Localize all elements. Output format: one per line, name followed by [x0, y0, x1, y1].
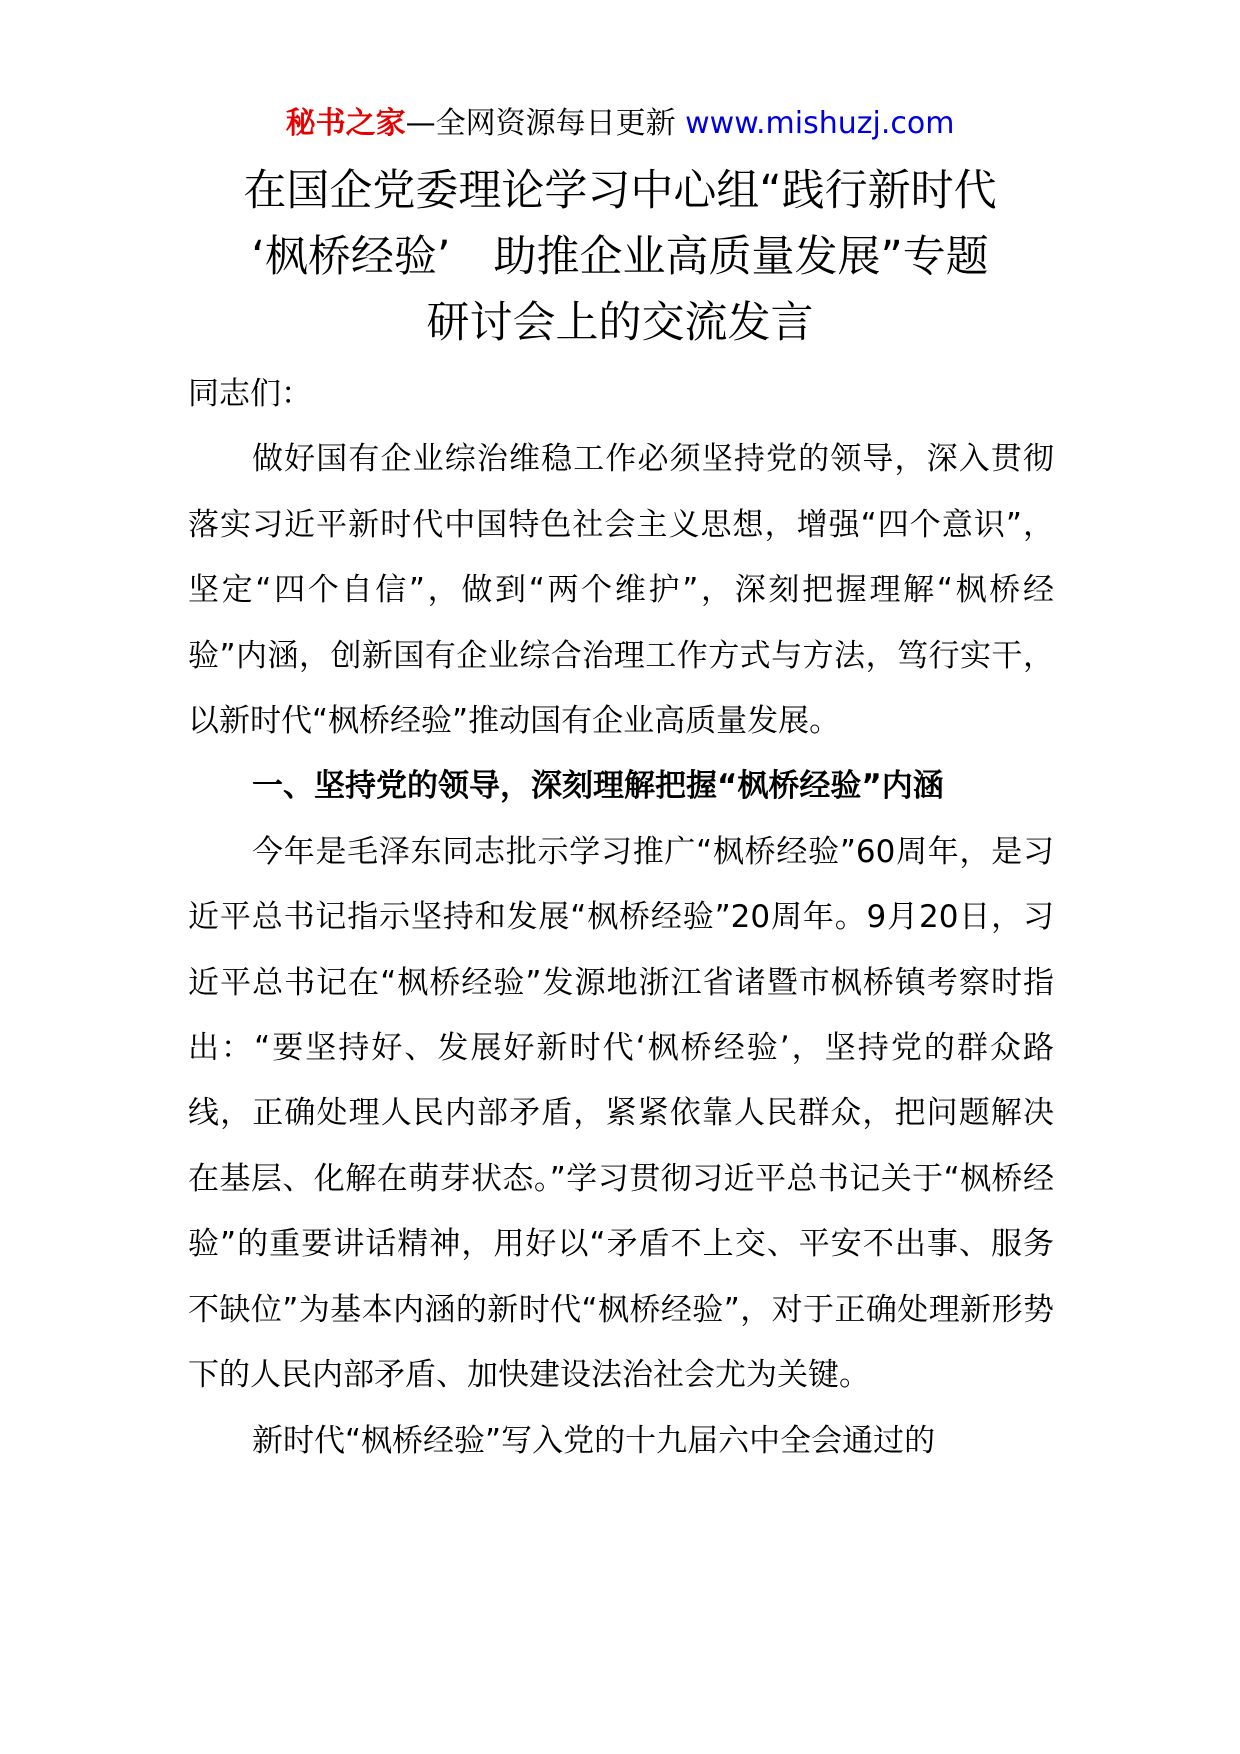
document-title [140, 158, 1100, 356]
header-slogan: —全网资源每日更新 [405, 106, 686, 141]
site-header [0, 100, 1240, 148]
paragraph-anniversary: 今年是毛泽东同志批示学习推广“枫桥经验”60周年，是习近平总书记指示坚持和发展“枫桥经验”20周年。9月20日，习近平总书记在“枫桥经验”发源地浙江省诸暨市枫桥镇考察时指出：“要坚持好、发展好新时代‘枫桥经验’，坚持党的群众路线，正确处理人民内部矛盾，紧紧依靠人民群众，把问题解决在基层、化解在萌芽状态。”学习贯彻习近平总书记关于“枫桥经验”的重要讲话精神，用好以“矛盾不上交、平安不出事、服务不缺位”为基本内涵的新时代“枫桥经验”，对于正确处理新形势下的人民内部矛盾、加快建设法治社会尤为关键。 [188, 833, 1054, 1394]
title-line-2: ‘枫桥经验’ 助推企业高质量发展”专题 [251, 232, 989, 282]
document-body [188, 362, 1054, 1474]
salutation: 同志们： [188, 376, 312, 412]
paragraph-intro: 做好国有企业综治维稳工作必须坚持党的领导，深入贯彻落实习近平新时代中国特色社会主义思想，增强“四个意识”，坚定“四个自信”，做到“两个维护”，深刻把握理解“枫桥经验”内涵，创新国有企业综合治理工作方式与方法，笃行实干，以新时代“枫桥经验”推动国有企业高质量发展。 [188, 441, 1054, 740]
section-heading-1: 一、坚持党的领导，深刻理解把握“枫桥经验”内涵 [252, 768, 944, 805]
brand-name: 秘书之家 [285, 106, 406, 141]
title-line-1: 在国企党委理论学习中心组“践行新时代 [243, 166, 997, 216]
title-line-3: 研讨会上的交流发言 [426, 298, 814, 348]
site-url-link[interactable]: www.mishuzj.com [685, 106, 955, 141]
paragraph-new-era: 新时代“枫桥经验”写入党的十九届六中全会通过的 [252, 1422, 936, 1459]
